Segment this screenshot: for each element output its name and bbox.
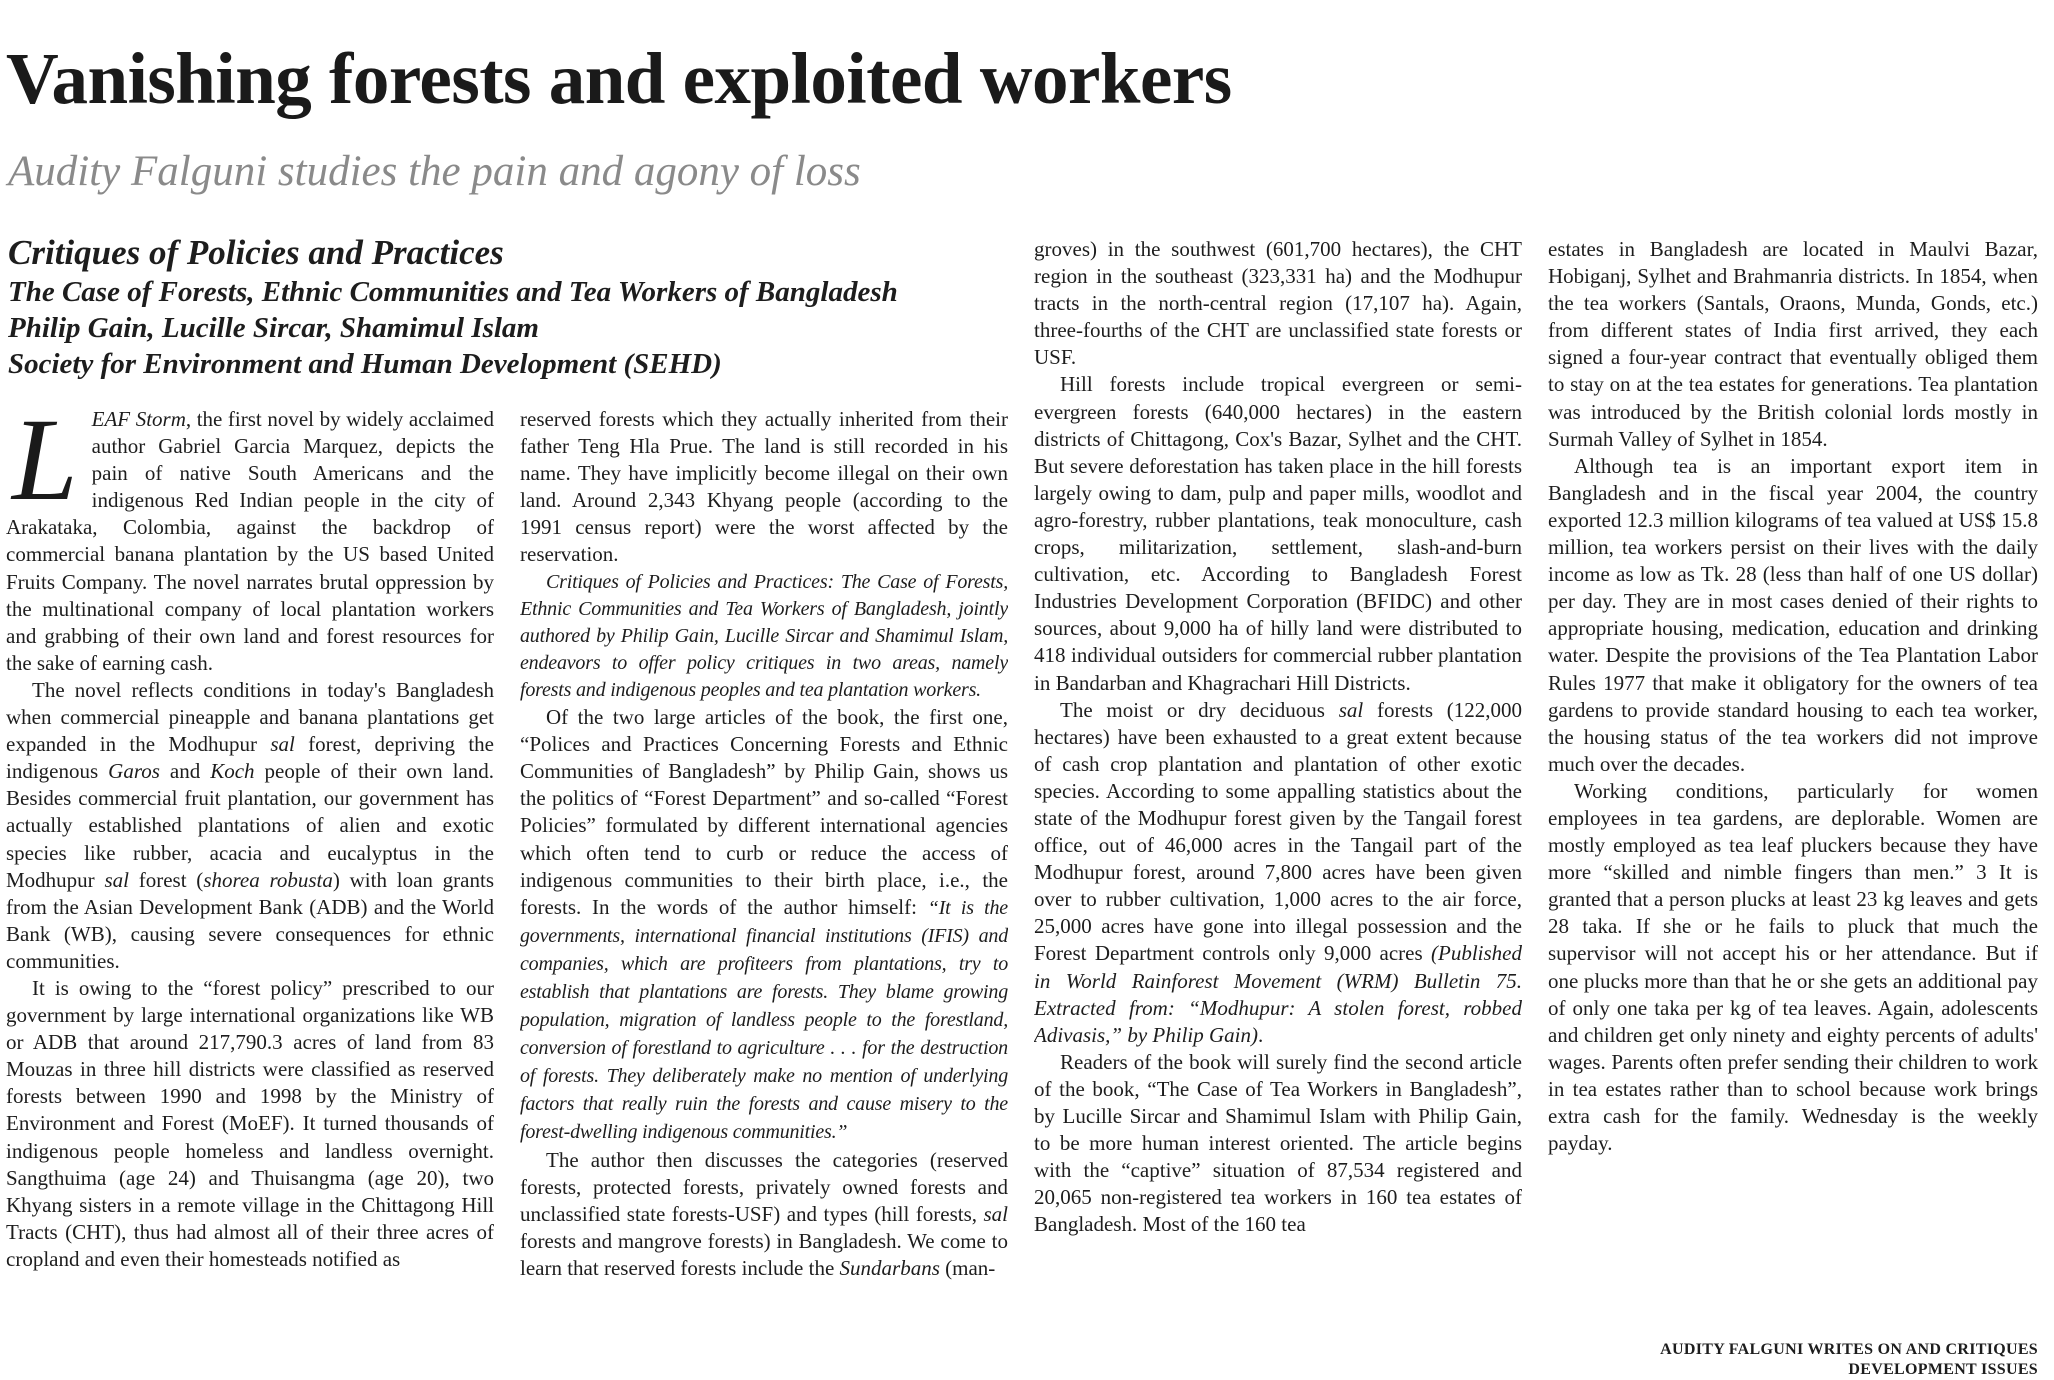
article-column-3 (1034, 236, 1522, 1370)
paragraph-14: Working conditions, particularly for women employees in tea gardens, are deplorable. Women are mostly employed as tea leaf pluckers because they have more “skilled and nimble fingers than men.” 3 It is granted that a person plucks at least 23 kg leaves and gets 28 taka. If she or he fails to pluck that much the supervisor will not accept his or her attendance. But if one plucks more than that he or she gets an additional pay of only one taka per kg of tea leaves. Again, adolescents and children get only ninety and eighty percents of adults' wages. Parents often prefer sending their children to work in tea estates rather than to school because work brings extra cash for the family. Wednesday is the weekly payday. (1548, 778, 2038, 1156)
paragraph-10: The moist or dry deciduous sal forests (122,000 hectares) have been exhausted to a great extent because of cash crop plantation and plantation of other exotic species. According to some appalling statistics about the state of the Modhupur forest given by the Tangail forest office, out of 46,000 acres in the Tangail part of the Modhupur forest, around 7,800 acres have been given over to rubber cultivation, 1,000 acres to the air force, 25,000 acres have gone into illegal possession and the Forest Department controls only 9,000 acres (Published in World Rainforest Movement (WRM) Bulletin 75. Extracted from: “Modhupur: A stolen forest, robbed Adivasis,” by Philip Gain). (1034, 697, 1522, 1047)
paragraph-4: reserved forests which they actually inherited from their father Teng Hla Prue. The land is still recorded in his name. They have implicitly become illegal on their own land. Around 2,343 Khyang people (according to the 1991 census report) were the worst affected by the reservation. (520, 407, 1008, 567)
paragraph-5: Critiques of Policies and Practices: The Case of Forests, Ethnic Communities and Tea Workers of Bangladesh, jointly authored by Philip Gain, Lucille Sircar and Shamimul Islam, endeavors to offer policy critiques in two areas, namely forests and indigenous peoples and tea plantation workers. (520, 570, 1008, 701)
byline-line-2: DEVELOPMENT ISSUES (1848, 1361, 2038, 1378)
book-publisher: Society for Environment and Human Development (SEHD) (8, 348, 722, 380)
paragraph-3: It is owing to the “forest policy” prescribed to our government by large international organizations like WB or ADB that around 217,790.3 acres of land from 83 Mouzas in three hill districts were classified as reserved forests between 1990 and 1998 by the Ministry of Environment and Forest (MoEF). It turned thousands of indigenous people homeless and landless overnight. Sangthuima (age 24) and Thuisangma (age 20), two Khyang sisters in a remote village in the Chittagong Hill Tracts (CHT), thus had almost all of their three acres of cropland and even their homesteads notified as (6, 975, 494, 1271)
book-info (8, 232, 1008, 382)
author-byline (1660, 1340, 2038, 1380)
novel-title: EAF Storm (91, 407, 186, 431)
drop-cap: L (12, 406, 78, 525)
headline: Vanishing forests and exploited workers (6, 38, 1232, 119)
article-column-4 (1548, 236, 2038, 1366)
book-subtitle: The Case of Forests, Ethnic Communities and Tea Workers of Bangladesh (8, 276, 898, 308)
paragraph-6: Of the two large articles of the book, the first one, “Polices and Practices Concerning Forests and Ethnic Communities of Bangladesh” by Philip Gain, shows us the politics of “Forest Department” and so-called “Forest Policies” formulated by different international agencies which often tend to curb or reduce the access of indigenous communities to their birth place, i.e., the forests. In the words of the author himself: “It is the governments, international financial institutions (IFIS) and companies, which are profiteers from plantations, try to establish that plantations are forests. They blame growing population, migration of landless people to the forestland, conversion of forestland to agriculture . . . for the destruction of forests. They deliberately make no mention of underlying factors that really ruin the forests and cause misery to the forest-dwelling indigenous communities.” (520, 705, 1008, 1144)
citation: (Published in World Rainforest Movement (WRM) Bulletin 75. Extracted from: “Modhupur: A stolen forest, robbed Adivasis,” by Philip Gain) (1034, 941, 1522, 1047)
paragraph-1: LEAF Storm, the first novel by widely acclaimed author Gabriel Garcia Marquez, depicts the pain of native South Americans and the indigenous Red Indian people in the city of Arakataka, Colombia, against the backdrop of commercial banana plantation by the US based United Fruits Company. The novel narrates brutal oppression by the multinational company of local plantation workers and grabbing of their own land and forest resources for the sake of earning cash. (6, 406, 494, 675)
paragraph-9: Hill forests include tropical evergreen or semi-evergreen forests (640,000 hectares) in the eastern districts of Chittagong, Cox's Bazar, Sylhet and the CHT. But severe deforestation has taken place in the hill forests largely owing to dam, pulp and paper mills, woodlot and agro-forestry, rubber plantations, teak monoculture, cash crops, militarization, settlement, slash-and-burn cultivation, etc. According to Bangladesh Forest Industries Development Corporation (BFIDC) and other sources, about 9,000 ha of hilly land were distributed to 418 individual outsiders for commercial rubber plantation in Bandarban and Khagrachari Hill Districts. (1034, 372, 1522, 695)
paragraph-12: estates in Bangladesh are located in Maulvi Bazar, Hobiganj, Sylhet and Brahmanria districts. In 1854, when the tea workers (Santals, Oraons, Munda, Gonds, etc.) from different states of India first arrived, they each signed a four-year contract that eventually obliged them to stay on at the tea estates for generations. Tea plantation was introduced by the British colonial lords mostly in Surmah Valley of Sylhet in 1854. (1548, 237, 2038, 451)
author-quote: “It is the governments, international financial institutions (IFIS) and companies, which are profiteers from plantations, try to establish that plantations are forests. They blame growing population, migration of landless people to the forestland, conversion of forestland to agriculture . . . for the destruction of forests. They deliberately make no mention of underlying factors that really ruin the forests and cause misery to the forest-dwelling indigenous communities.” (520, 896, 1008, 1144)
paragraph-2: The novel reflects conditions in today's Bangladesh when commercial pineapple and banana plantations get expanded in the Modhupur sal forest, depriving the indigenous Garos and Koch people of their own land. Besides commercial fruit plantation, our government has actually established plantations of alien and exotic species like rubber, acacia and eucalyptus in the Modhupur sal forest (shorea robusta) with loan grants from the Asian Development Bank (ADB) and the World Bank (WB), causing severe consequences for ethnic communities. (6, 677, 494, 973)
paragraph-11: Readers of the book will surely find the second article of the book, “The Case of Tea Workers in Bangladesh”, by Lucille Sircar and Shamimul Islam with Philip Gain, to be more human interest oriented. The article begins with the “captive” situation of 87,534 registered and 20,065 non-registered tea workers in 160 tea estates of Bangladesh. Most of the 160 tea (1034, 1049, 1522, 1237)
article-column-2 (520, 406, 1008, 1370)
subheadline: Audity Falguni studies the pain and agony of loss (8, 148, 861, 195)
paragraph-13: Although tea is an important export item in Bangladesh and in the fiscal year 2004, the country exported 12.3 million kilograms of tea valued at US$ 15.8 million, tea workers persist on their lives with the daily income as low as Tk. 28 (less than half of one US dollar) per day. They are in most cases denied of their rights to appropriate housing, medication, education and drinking water. Despite the provisions of the Tea Plantation Labor Rules 1977 that make it obligatory for the owners of tea gardens to provide standard housing to each tea worker, the housing status of the tea workers did not improve much over the decades. (1548, 453, 2038, 776)
article-column-1 (6, 406, 494, 1370)
book-title: Critiques of Policies and Practices (8, 233, 504, 272)
paragraph-7: The author then discusses the categories (reserved forests, protected forests, privately owned forests and unclassified state forests-USF) and types (hill forests, sal forests and mangrove forests) in Bangladesh. We come to learn that reserved forests include the Sundarbans (man- (520, 1147, 1008, 1280)
paragraph-8: groves) in the southwest (601,700 hectares), the CHT region in the southeast (323,331 ha) and the Modhupur tracts in the north-central region (17,107 ha). Again, three-fourths of the CHT are unclassified state forests or USF. (1034, 237, 1522, 370)
book-authors: Philip Gain, Lucille Sircar, Shamimul Islam (8, 312, 539, 344)
byline-line-1: AUDITY FALGUNI WRITES ON AND CRITIQUES (1660, 1341, 2038, 1358)
